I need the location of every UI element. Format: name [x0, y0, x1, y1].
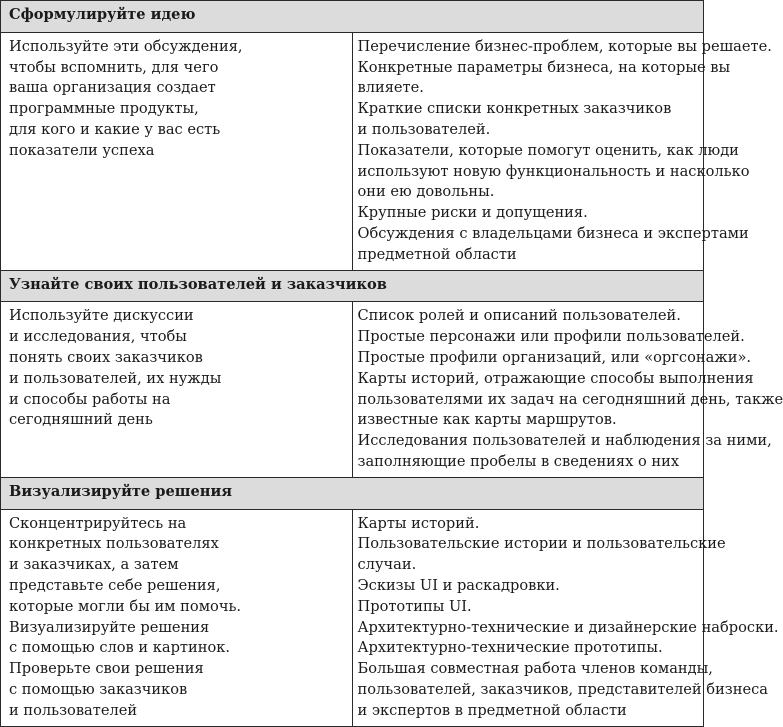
artifact-line: Архитектурно-технические и дизайнерские наброски. [357, 618, 779, 636]
artifact-line: Краткие списки конкретных заказчиков [357, 100, 672, 118]
artifact-line: Перечисление бизнес-проблем, которые вы решаете. [357, 37, 772, 55]
description-line: с помощью заказчиков [9, 680, 188, 698]
description-line: Используйте эти обсуждения, [9, 37, 243, 55]
section-title: Узнайте своих пользователей и заказчиков [1, 270, 704, 302]
artifact-line: пользователями их задач на сегодняшний день, также [357, 390, 783, 408]
description-line: и исследования, чтобы [9, 328, 187, 346]
description-line: чтобы вспомнить, для чего [9, 58, 219, 76]
artifact-line: и экспертов в предметной области [357, 701, 627, 719]
artifact-line: случаи. [357, 556, 417, 574]
artifact-line: заполняющие пробелы в сведениях о них [357, 452, 680, 470]
section-header-row [1, 270, 704, 302]
description-line: программные продукты, [9, 100, 199, 118]
artifact-line: известные как карты маршрутов. [357, 411, 617, 429]
description-line: сегодняшний день [9, 411, 153, 429]
description-line: для кого и какие у вас есть [9, 120, 221, 138]
description-line: Используйте дискуссии [9, 307, 194, 325]
description-line: с помощью слов и картинок. [9, 639, 231, 657]
description-cell [1, 32, 353, 270]
artifact-line: Крупные риски и допущения. [357, 204, 588, 222]
description-line: Сконцентрируйтесь на [9, 514, 187, 532]
artifact-line: Простые персонажи или профили пользователей. [357, 328, 745, 346]
artifact-line: Показатели, которые помогут оценить, как люди [357, 141, 739, 159]
description-line: понять своих заказчиков [9, 348, 203, 366]
artifact-line: Карты историй, отражающие способы выполнения [357, 369, 754, 387]
section-title: Сформулируйте идею [1, 1, 704, 33]
artifact-line: Карты историй. [357, 514, 480, 532]
description-cell [1, 302, 353, 477]
artifacts-cell [352, 32, 772, 270]
description-line: и способы работы на [9, 390, 171, 408]
description-line: показатели успеха [9, 141, 155, 159]
description-line: ваша организация создает [9, 79, 216, 97]
description-line: и пользователей, их нужды [9, 369, 222, 387]
artifact-line: Простые профили организаций, или «оргсонажи». [357, 348, 752, 366]
section-header-row [1, 477, 704, 509]
description-line: и пользователей [9, 701, 138, 719]
artifact-line: Конкретные параметры бизнеса, на которые вы [357, 58, 731, 76]
artifacts-cell [352, 302, 783, 477]
artifact-line: пользователей, заказчиков, представителей бизнеса [357, 680, 769, 698]
artifact-line: влияете. [357, 79, 424, 97]
artifact-line: Пользовательские истории и пользовательские [357, 535, 726, 553]
artifact-line: Прототипы UI. [357, 597, 472, 615]
artifact-line: используют новую функциональность и насколько [357, 162, 750, 180]
artifact-line: Обсуждения с владельцами бизнеса и экспертами [357, 224, 749, 242]
artifact-line: Эскизы UI и раскадровки. [357, 576, 560, 594]
description-line: которые могли бы им помочь. [9, 597, 242, 615]
artifact-line: Архитектурно-технические прототипы. [357, 639, 663, 657]
artifact-line: Большая совместная работа членов команды, [357, 660, 713, 678]
artifact-line: и пользователей. [357, 120, 491, 138]
artifact-line: они ею довольны. [357, 183, 495, 201]
description-line: Визуализируйте решения [9, 618, 210, 636]
section-title: Визуализируйте решения [1, 477, 704, 509]
description-line: и заказчиках, а затем [9, 556, 179, 574]
description-line: представьте себе решения, [9, 576, 221, 594]
table-body [1, 1, 783, 727]
artifacts-cell [352, 509, 779, 726]
artifact-line: предметной области [357, 245, 517, 263]
section-content-row [1, 509, 704, 726]
artifact-line: Список ролей и описаний пользователей. [357, 307, 681, 325]
artifact-line: Исследования пользователей и наблюдения за ними, [357, 432, 772, 450]
section-content-row [1, 32, 704, 270]
description-cell [1, 509, 353, 726]
section-content-row [1, 302, 704, 477]
description-line: Проверьте свои решения [9, 660, 204, 678]
description-line: конкретных пользователях [9, 535, 219, 553]
section-header-row [1, 1, 704, 33]
